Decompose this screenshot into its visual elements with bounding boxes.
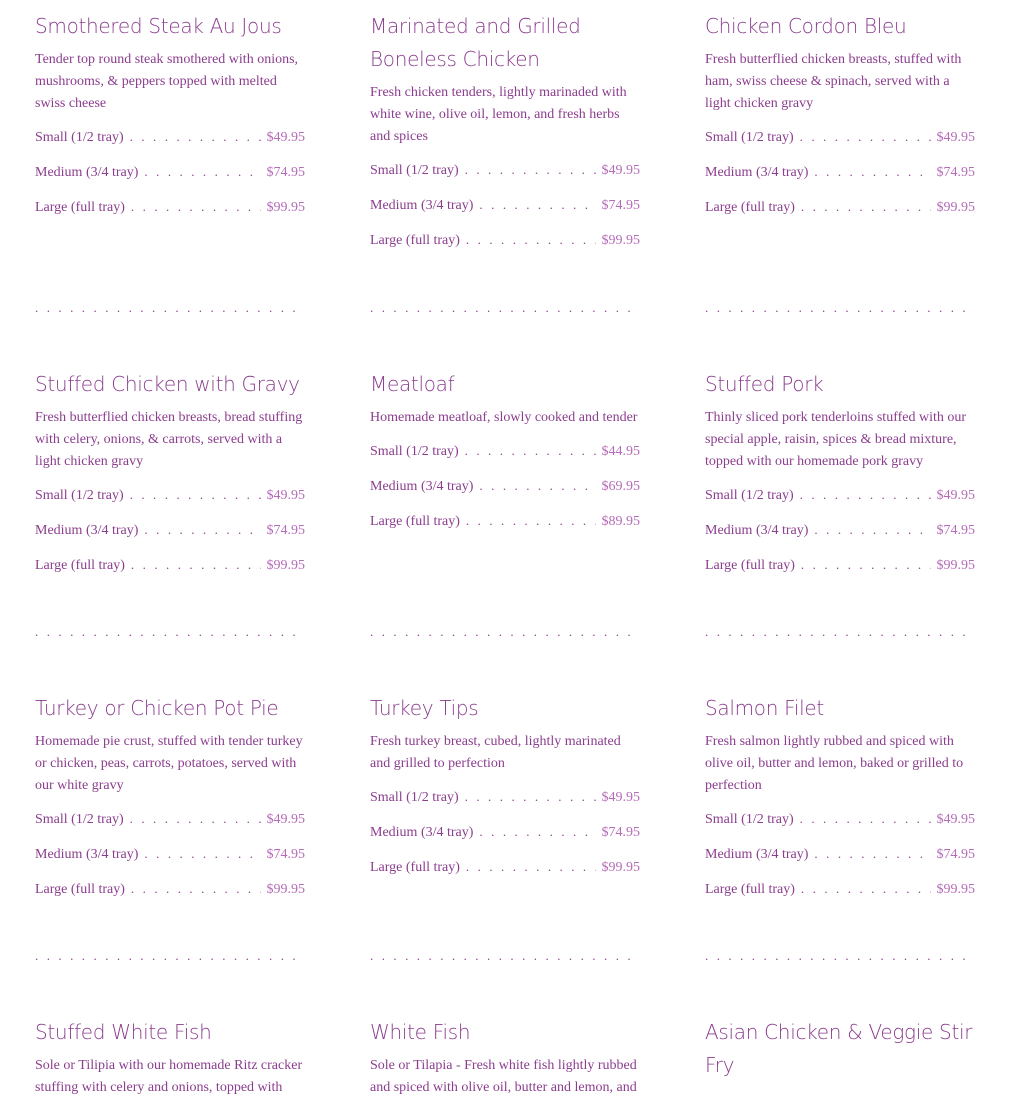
price-list: [705, 487, 975, 592]
menu-item: [35, 692, 305, 916]
price-option: [370, 513, 640, 548]
option-size: Medium (3/4 tray): [705, 847, 809, 862]
item-title: White Fish: [370, 1020, 471, 1044]
option-size: Large (full tray): [35, 882, 125, 897]
price-option: [35, 199, 305, 234]
option-size: Small (1/2 tray): [705, 812, 794, 827]
option-size: Large (full tray): [705, 200, 795, 215]
price-option: [705, 811, 975, 846]
dot-leader: [801, 881, 931, 897]
option-size: Small (1/2 tray): [370, 163, 459, 178]
price-option: [370, 478, 640, 513]
section-divider: [705, 624, 975, 638]
section-divider: [370, 624, 640, 638]
option-price: $89.95: [601, 514, 640, 529]
item-title: Marinated and Grilled Boneless Chicken: [370, 14, 581, 71]
option-size: Medium (3/4 tray): [370, 479, 474, 494]
dot-leader: [465, 443, 596, 459]
dot-leader: [479, 478, 595, 494]
item-description: Fresh butterflied chicken breasts, stuffed with ham, swiss cheese & spinach, served with a light chicken gravy: [705, 52, 962, 111]
dot-leader: [466, 513, 596, 529]
option-price: $74.95: [266, 165, 305, 180]
option-price: $99.95: [936, 558, 975, 573]
option-price: $49.95: [936, 488, 975, 503]
section-divider: [35, 300, 305, 314]
dot-leader: [466, 859, 596, 875]
option-price: $74.95: [936, 165, 975, 180]
dot-leader: [131, 881, 261, 897]
option-size: Medium (3/4 tray): [705, 165, 809, 180]
option-price: $74.95: [266, 847, 305, 862]
section-divider: [35, 948, 305, 962]
option-price: $74.95: [266, 523, 305, 538]
price-option: [35, 811, 305, 846]
menu-item: [35, 10, 305, 234]
item-description: Fresh salmon lightly rubbed and spiced with olive oil, butter and lemon, baked or grilled to perfection: [705, 734, 964, 793]
price-list: [370, 789, 640, 894]
option-price: $49.95: [266, 812, 305, 827]
option-price: $99.95: [936, 882, 975, 897]
option-price: $99.95: [601, 860, 640, 875]
option-size: Medium (3/4 tray): [35, 847, 139, 862]
price-option: [370, 859, 640, 894]
price-option: [370, 197, 640, 232]
option-price: $74.95: [936, 847, 975, 862]
price-option: [370, 789, 640, 824]
option-price: $49.95: [266, 130, 305, 145]
menu-item: [35, 1016, 305, 1099]
item-title: Turkey Tips: [370, 696, 479, 720]
option-size: Medium (3/4 tray): [35, 165, 139, 180]
price-option: [705, 846, 975, 881]
dot-leader: [479, 824, 595, 840]
item-title: Stuffed White Fish: [35, 1020, 212, 1044]
price-option: [35, 487, 305, 522]
price-option: [370, 162, 640, 197]
item-description: Homemade meatloaf, slowly cooked and tender: [370, 410, 638, 425]
price-option: [35, 164, 305, 199]
menu-item: [370, 692, 640, 894]
option-size: Large (full tray): [705, 882, 795, 897]
option-size: Small (1/2 tray): [705, 130, 794, 145]
price-option: [35, 522, 305, 557]
option-price: $99.95: [601, 233, 640, 248]
item-title: Turkey or Chicken Pot Pie: [35, 696, 279, 720]
option-size: Small (1/2 tray): [370, 444, 459, 459]
item-description: Fresh butterflied chicken breasts, bread stuffing with celery, onions, & carrots, served with a light chicken gravy: [35, 410, 303, 469]
section-divider: [705, 300, 975, 314]
price-list: [35, 811, 305, 916]
option-size: Medium (3/4 tray): [370, 825, 474, 840]
price-option: [370, 232, 640, 267]
dot-leader: [814, 164, 930, 180]
dot-leader: [130, 487, 261, 503]
dot-leader: [479, 197, 595, 213]
price-option: [705, 522, 975, 557]
dot-leader: [465, 162, 596, 178]
menu-item: [370, 368, 640, 548]
item-title: Asian Chicken & Veggie Stir Fry: [705, 1020, 973, 1077]
menu-item: [370, 1016, 640, 1099]
dot-leader: [801, 199, 931, 215]
option-price: $99.95: [266, 882, 305, 897]
price-list: [35, 129, 305, 234]
option-price: $44.95: [601, 444, 640, 459]
price-option: [35, 129, 305, 164]
price-option: [705, 129, 975, 164]
option-price: $49.95: [601, 163, 640, 178]
price-list: [35, 487, 305, 592]
dot-leader: [130, 129, 261, 145]
option-size: Medium (3/4 tray): [705, 523, 809, 538]
option-price: $74.95: [601, 825, 640, 840]
option-size: Large (full tray): [370, 514, 460, 529]
price-option: [35, 557, 305, 592]
item-title: Smothered Steak Au Jous: [35, 14, 282, 38]
menu-item: [370, 10, 640, 267]
option-price: $49.95: [601, 790, 640, 805]
option-size: Small (1/2 tray): [370, 790, 459, 805]
price-option: [705, 487, 975, 522]
dot-leader: [800, 811, 931, 827]
price-list: [370, 162, 640, 267]
dot-leader: [130, 811, 261, 827]
dot-leader: [144, 846, 260, 862]
price-option: [370, 443, 640, 478]
menu-item: [705, 368, 975, 592]
section-divider: [370, 300, 640, 314]
section-divider: [35, 624, 305, 638]
dot-leader: [800, 487, 931, 503]
item-title: Meatloaf: [370, 372, 455, 396]
price-list: [705, 811, 975, 916]
option-price: $69.95: [601, 479, 640, 494]
dot-leader: [131, 557, 261, 573]
price-option: [370, 824, 640, 859]
menu-item: [705, 692, 975, 916]
item-description: Fresh turkey breast, cubed, lightly marinated and grilled to perfection: [370, 734, 621, 771]
option-size: Large (full tray): [35, 200, 125, 215]
price-option: [35, 846, 305, 881]
price-list: [370, 443, 640, 548]
menu-item: [705, 1016, 975, 1082]
option-size: Large (full tray): [705, 558, 795, 573]
option-price: $74.95: [936, 523, 975, 538]
option-price: $99.95: [266, 558, 305, 573]
menu-item: [35, 368, 305, 592]
option-size: Medium (3/4 tray): [35, 523, 139, 538]
option-size: Small (1/2 tray): [35, 130, 124, 145]
option-price: $99.95: [266, 200, 305, 215]
dot-leader: [466, 232, 596, 248]
dot-leader: [801, 557, 931, 573]
price-option: [705, 557, 975, 592]
option-size: Large (full tray): [35, 558, 125, 573]
option-price: $49.95: [936, 812, 975, 827]
option-price: $49.95: [936, 130, 975, 145]
dot-leader: [131, 199, 261, 215]
item-description: Tender top round steak smothered with onions, mushrooms, & peppers topped with melted swiss cheese: [35, 52, 299, 111]
item-description: Homemade pie crust, stuffed with tender turkey or chicken, peas, carrots, potatoes, served with our white gravy: [35, 734, 303, 793]
menu-item: [705, 10, 975, 234]
dot-leader: [144, 164, 260, 180]
dot-leader: [465, 789, 596, 805]
option-price: $74.95: [601, 198, 640, 213]
price-option: [705, 164, 975, 199]
item-description: Sole or Tilapia - Fresh white fish lightly rubbed and spiced with olive oil, butter and lemon, and: [370, 1058, 637, 1095]
option-size: Small (1/2 tray): [705, 488, 794, 503]
price-option: [705, 881, 975, 916]
price-option: [705, 199, 975, 234]
item-title: Chicken Cordon Bleu: [705, 14, 907, 38]
dot-leader: [814, 846, 930, 862]
item-description: Fresh chicken tenders, lightly marinaded with white wine, olive oil, lemon, and fresh herbs and spices: [370, 85, 627, 144]
item-description: Thinly sliced pork tenderloins stuffed with our special apple, raisin, spices & bread mixture, topped with our homemade pork gravy: [705, 410, 967, 469]
option-size: Large (full tray): [370, 233, 460, 248]
option-size: Small (1/2 tray): [35, 812, 124, 827]
dot-leader: [144, 522, 260, 538]
option-size: Large (full tray): [370, 860, 460, 875]
item-title: Stuffed Pork: [705, 372, 824, 396]
dot-leader: [800, 129, 931, 145]
option-size: Small (1/2 tray): [35, 488, 124, 503]
item-title: Stuffed Chicken with Gravy: [35, 372, 300, 396]
item-description: Sole or Tilipia with our homemade Ritz cracker stuffing with celery and onions, topped with: [35, 1058, 303, 1095]
section-divider: [705, 948, 975, 962]
price-option: [35, 881, 305, 916]
option-price: $49.95: [266, 488, 305, 503]
section-divider: [370, 948, 640, 962]
item-title: Salmon Filet: [705, 696, 824, 720]
option-price: $99.95: [936, 200, 975, 215]
price-list: [705, 129, 975, 234]
dot-leader: [814, 522, 930, 538]
option-size: Medium (3/4 tray): [370, 198, 474, 213]
